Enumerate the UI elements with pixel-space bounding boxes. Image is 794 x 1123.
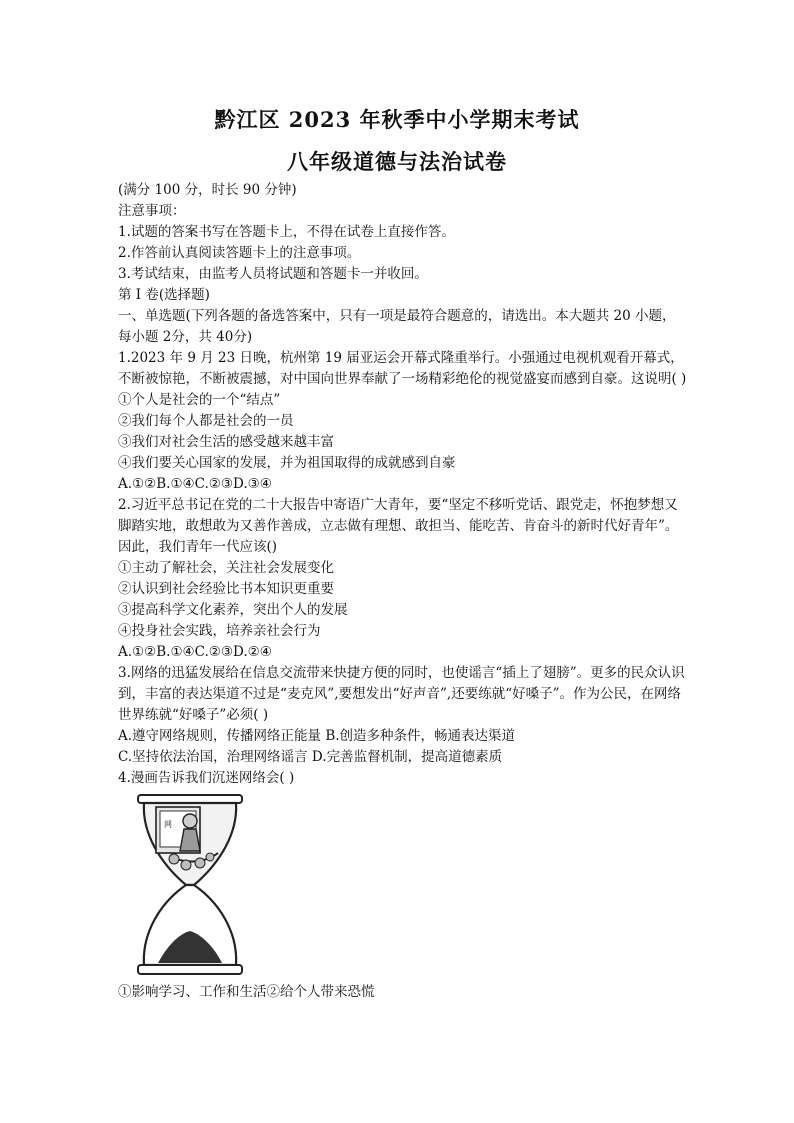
question-stem: 1.2023 年 9 月 23 日晚，杭州第 19 届亚运会开幕式隆重举行。小强通过电视机观看开幕式，不断被惊艳，不断被震撼，对中国向世界奉献了一场精彩绝伦的视觉盛宴而感到自豪。这说明( ): [118, 350, 687, 387]
question-options: A.①②B.①④C.②③D.②④: [118, 644, 272, 660]
question-item: ③我们对社会生活的感受越来越丰富: [118, 434, 334, 450]
exam-body: [118, 180, 688, 1003]
question-stem: 3.网络的迅猛发展给在信息交流带来快捷方便的同时，也使谣言“插上了翅膀”。更多的民众认识到，丰富的表达渠道不过是“麦克风”,要想发出“好声音”,还要练就“好嗓子”。作为公民，在网络世界练就“好嗓子”必须( ): [118, 665, 685, 723]
question-stem: 4.漫画告诉我们沉迷网络会( ): [118, 770, 295, 786]
question-options: A.①②B.①④C.②③D.③④: [118, 476, 272, 492]
question-item: ①个人是社会的一个“结点”: [118, 392, 281, 408]
question-stem: 2.习近平总书记在党的二十大报告中寄语广大青年，要“坚定不移听党话、跟党走，怀抱梦想又脚踏实地，敢想敢为又善作善成，立志做有理想、敢担当、能吃苦、肯奋斗的新时代好青年”。因此，我们青年一代应该(): [118, 497, 679, 555]
question-options: A.遵守网络规则，传播网络正能量 B.创造多种条件，畅通表达渠道: [118, 728, 516, 744]
question-options: C.坚持依法治国，治理网络谣言 D.完善监督机制，提高道德素质: [118, 749, 503, 765]
question-item: ④投身社会实践，培养亲社会行为: [118, 623, 321, 639]
score-time: (满分 100 分，时长 90 分钟): [118, 182, 297, 198]
question-item: ④我们要关心国家的发展，并为祖国取得的成就感到自豪: [118, 455, 456, 471]
notice-item: 3.考试结束，由监考人员将试题和答题卡一并收回。: [118, 266, 428, 282]
part-title: 第 I 卷(选择题): [118, 287, 210, 303]
notice-title: 注意事项：: [118, 203, 186, 219]
notice-item: 2.作答前认真阅读答题卡上的注意事项。: [118, 245, 361, 261]
question-item: ③提高科学文化素养，突出个人的发展: [118, 602, 348, 618]
question-item: ②我们每个人都是社会的一员: [118, 413, 294, 429]
question-item: ①主动了解社会，关注社会发展变化: [118, 560, 334, 576]
exam-title: 黔江区 2023 年秋季中小学期末考试: [214, 107, 580, 132]
question-item: ②认识到社会经验比书本知识更重要: [118, 581, 334, 597]
hourglass-icon: [130, 793, 250, 978]
hourglass-cartoon: [130, 793, 250, 978]
question-item: ①影响学习、工作和生活②给个人带来恐慌: [118, 984, 375, 1000]
exam-subtitle: 八年级道德与法治试卷: [287, 149, 507, 174]
svg-text:网: 网: [164, 820, 172, 829]
section-instruction: 一、单选题(下列各题的备选答案中，只有一项是最符合题意的，请选出。本大题共 20 小题，每小题 2分，共 40分): [118, 308, 676, 345]
notice-item: 1.试题的答案书写在答题卡上，不得在试卷上直接作答。: [118, 224, 455, 240]
